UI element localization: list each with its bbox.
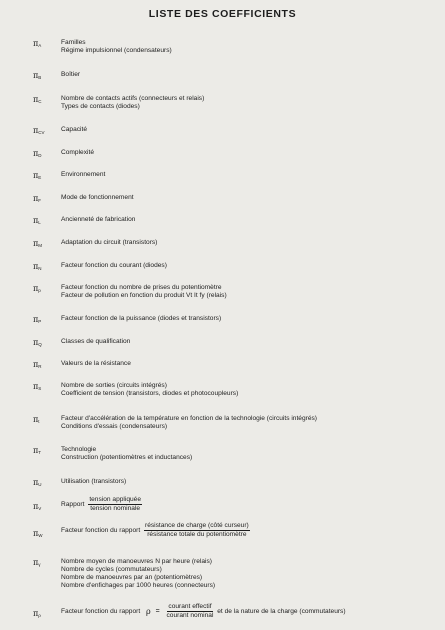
coef-description: Adaptation du circuit (transistors) xyxy=(61,239,158,246)
coef-description: Ancienneté de fabrication xyxy=(61,216,136,223)
coef-description: Facteur fonction du courant (diodes) xyxy=(61,262,167,269)
coef-description: Facteur fonction du nombre de prises du potentiomètre Facteur de pollution en fonction du produit Vt It fy (relais) xyxy=(61,284,227,299)
coef-symbol: $\pi_A$ xyxy=(33,39,42,48)
coef-symbol: $\pi_N$ xyxy=(33,262,42,271)
coef-description: Complexité xyxy=(61,149,94,156)
coef-symbol: $\pi_E$ xyxy=(33,171,42,180)
coef-symbol: $\pi_t$ xyxy=(33,415,40,424)
coef-symbol: $\pi_{CV}$ xyxy=(33,126,45,135)
coef-description: Technologie Construction (potentiomètres et inductances) xyxy=(61,446,193,461)
coef-description: Facteur fonction du rapport ρ = $\frac{\text{courant effectif}}{\text{courant nominal}}$ et de la nature de la charge (commutateurs) xyxy=(61,603,346,619)
coef-description: Environnement xyxy=(61,171,106,178)
coef-symbol: $\pi_\rho$ xyxy=(33,609,41,618)
coef-symbol: $\pi_T$ xyxy=(33,446,42,455)
coef-description: Mode de fonctionnement xyxy=(61,194,134,201)
coef-symbol: $\pi_W$ xyxy=(33,529,43,538)
coef-symbol: $\pi_P$ xyxy=(33,315,42,324)
coef-description: Facteur fonction du rapport $\frac{\text{résistance de charge (côté curseur)}}{\text{résistance totale du potentiomètre}}$ xyxy=(61,522,249,538)
coef-description: Nombre de contacts actifs (connecteurs et relais) Types de contacts (diodes) xyxy=(61,95,205,110)
coef-symbol: $\pi_F$ xyxy=(33,194,42,203)
coef-description: Capacité xyxy=(61,126,88,133)
coef-symbol: $\pi_V$ xyxy=(33,502,42,511)
ratio-fraction: $\frac{\text{tension appliquée}}{\text{tension nominale}}$ xyxy=(89,496,142,512)
coef-description: Utilisation (transistors) xyxy=(61,478,127,485)
coef-description: Boîtier xyxy=(61,71,81,78)
coef-symbol: $\pi_U$ xyxy=(33,478,42,487)
coef-symbol: $\pi_C$ xyxy=(33,95,42,104)
coef-symbol: $\pi_Q$ xyxy=(33,338,42,347)
coef-description: Facteur fonction de la puissance (diodes et transistors) xyxy=(61,315,222,322)
coef-description: Classes de qualification xyxy=(61,338,131,345)
coef-symbol: $\pi_M$ xyxy=(33,239,43,248)
coef-description: Valeurs de la résistance xyxy=(61,360,131,367)
coef-symbol: $\pi_p$ xyxy=(33,284,41,293)
coef-symbol: $\pi_R$ xyxy=(33,360,42,369)
coef-description: Rapport $\frac{\text{tension appliquée}}{\text{tension nominale}}$ xyxy=(61,496,142,512)
coef-description: Familles Régime impulsionnel (condensateurs) xyxy=(61,39,172,54)
ratio-fraction: $\frac{\text{résistance de charge (côté curseur)}}{\text{résistance totale du potentiomètre}}$ xyxy=(145,522,249,538)
coef-description: Nombre de sorties (circuits intégrés) Coefficient de tension (transistors, diodes et photocoupleurs) xyxy=(61,382,239,397)
coef-description: Facteur d'accélération de la température en fonction de la technologie (circuits intégrés) Conditions d'essais (condensateurs) xyxy=(61,415,317,430)
coef-symbol: $\pi_S$ xyxy=(33,382,42,391)
coef-description: Nombre moyen de manoeuvres N par heure (relais) Nombre de cycles (commutateurs) Nombre de manoeuvres par an (potentiomètres) Nombre d'enfichages par 1000 heures (connecteurs) xyxy=(61,558,216,589)
coef-symbol: $\pi_\gamma$ xyxy=(33,558,41,567)
page-title: LISTE DES COEFFICIENTS xyxy=(148,8,297,20)
ratio-fraction: $\frac{\text{courant effectif}}{\text{courant nominal}}$ xyxy=(166,603,214,619)
coef-symbol: $\pi_L$ xyxy=(33,216,41,225)
coef-symbol: $\pi_D$ xyxy=(33,149,42,158)
rho-symbol: ρ xyxy=(146,606,151,616)
coef-symbol: $\pi_B$ xyxy=(33,71,42,80)
